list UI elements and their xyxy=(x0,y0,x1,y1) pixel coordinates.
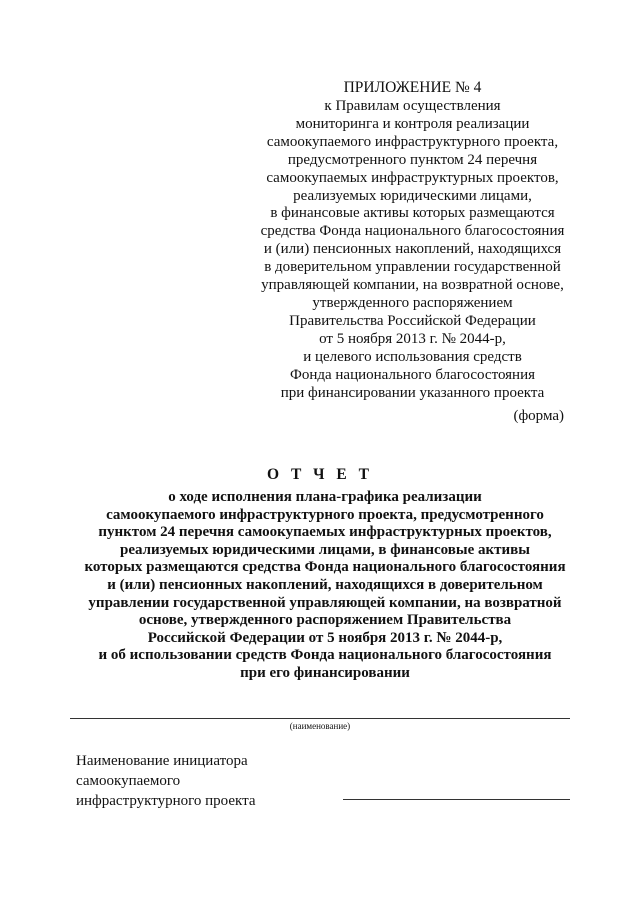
appendix-line: Фонда национального благосостояния xyxy=(289,366,536,383)
appendix-header xyxy=(245,78,580,402)
initiator-label-line: инфраструктурного проекта xyxy=(76,793,256,809)
appendix-line: и целевого использования средств xyxy=(303,348,522,365)
initiator-field-line[interactable] xyxy=(343,799,570,800)
initiator-label-line: Наименование инициатора xyxy=(76,753,248,769)
initiator-label xyxy=(76,751,326,811)
name-field-line[interactable] xyxy=(70,718,570,719)
appendix-line: предусмотренного пунктом 24 перечня xyxy=(287,151,538,168)
form-note: (форма) xyxy=(513,408,564,424)
report-subtitle-line: пунктом 24 перечня самоокупаемых инфраструктурных проектов, xyxy=(98,524,552,541)
report-title: О Т Ч Е Т xyxy=(267,466,373,483)
appendix-line: от 5 ноября 2013 г. № 2044-р, xyxy=(319,330,506,347)
appendix-title: ПРИЛОЖЕНИЕ № 4 xyxy=(343,79,482,96)
appendix-line: в доверительном управлении государственной xyxy=(264,259,561,276)
report-subtitle-line: которых размещаются средства Фонда национального благосостояния xyxy=(84,559,566,576)
appendix-line: и (или) пенсионных накоплений, находящихся xyxy=(263,241,562,258)
report-subtitle-line: реализуемых юридическими лицами, в финансовые активы xyxy=(120,541,530,558)
report-subtitle-line: управлении государственной управляющей компании, на возвратной xyxy=(88,594,562,611)
report-subtitle-line: при его финансировании xyxy=(240,664,410,681)
appendix-line: при финансировании указанного проекта xyxy=(280,384,545,401)
appendix-line: реализуемых юридическими лицами, xyxy=(293,187,532,204)
appendix-line: самоокупаемых инфраструктурных проектов, xyxy=(266,169,559,186)
appendix-line: Правительства Российской Федерации xyxy=(289,312,536,329)
name-field-caption: (наименование) xyxy=(289,721,351,731)
report-subtitle-line: основе, утвержденного распоряжением Правительства xyxy=(138,612,512,629)
report-subtitle-line: и (или) пенсионных накоплений, находящихся в доверительном xyxy=(107,576,543,593)
report-subtitle-line: о ходе исполнения плана-графика реализации xyxy=(168,489,482,505)
initiator-label-line: самоокупаемого xyxy=(76,773,181,789)
appendix-line: утвержденного распоряжением xyxy=(312,294,513,311)
appendix-line: к Правилам осуществления xyxy=(324,98,501,114)
report-subtitle-line: Российской Федерации от 5 ноября 2013 г. № 2044-р, xyxy=(147,629,503,646)
appendix-line: в финансовые активы которых размещаются xyxy=(270,205,555,222)
report-subtitle xyxy=(40,489,610,683)
appendix-line: самоокупаемого инфраструктурного проекта, xyxy=(266,133,559,150)
appendix-line: средства Фонда национального благосостояния xyxy=(260,223,565,240)
report-subtitle-line: и об использовании средств Фонда национального благосостояния xyxy=(98,647,552,664)
appendix-line: управляющей компании, на возвратной основе, xyxy=(261,277,564,294)
report-subtitle-line: самоокупаемого инфраструктурного проекта, предусмотренного xyxy=(106,506,544,523)
appendix-line: мониторинга и контроля реализации xyxy=(295,115,530,132)
